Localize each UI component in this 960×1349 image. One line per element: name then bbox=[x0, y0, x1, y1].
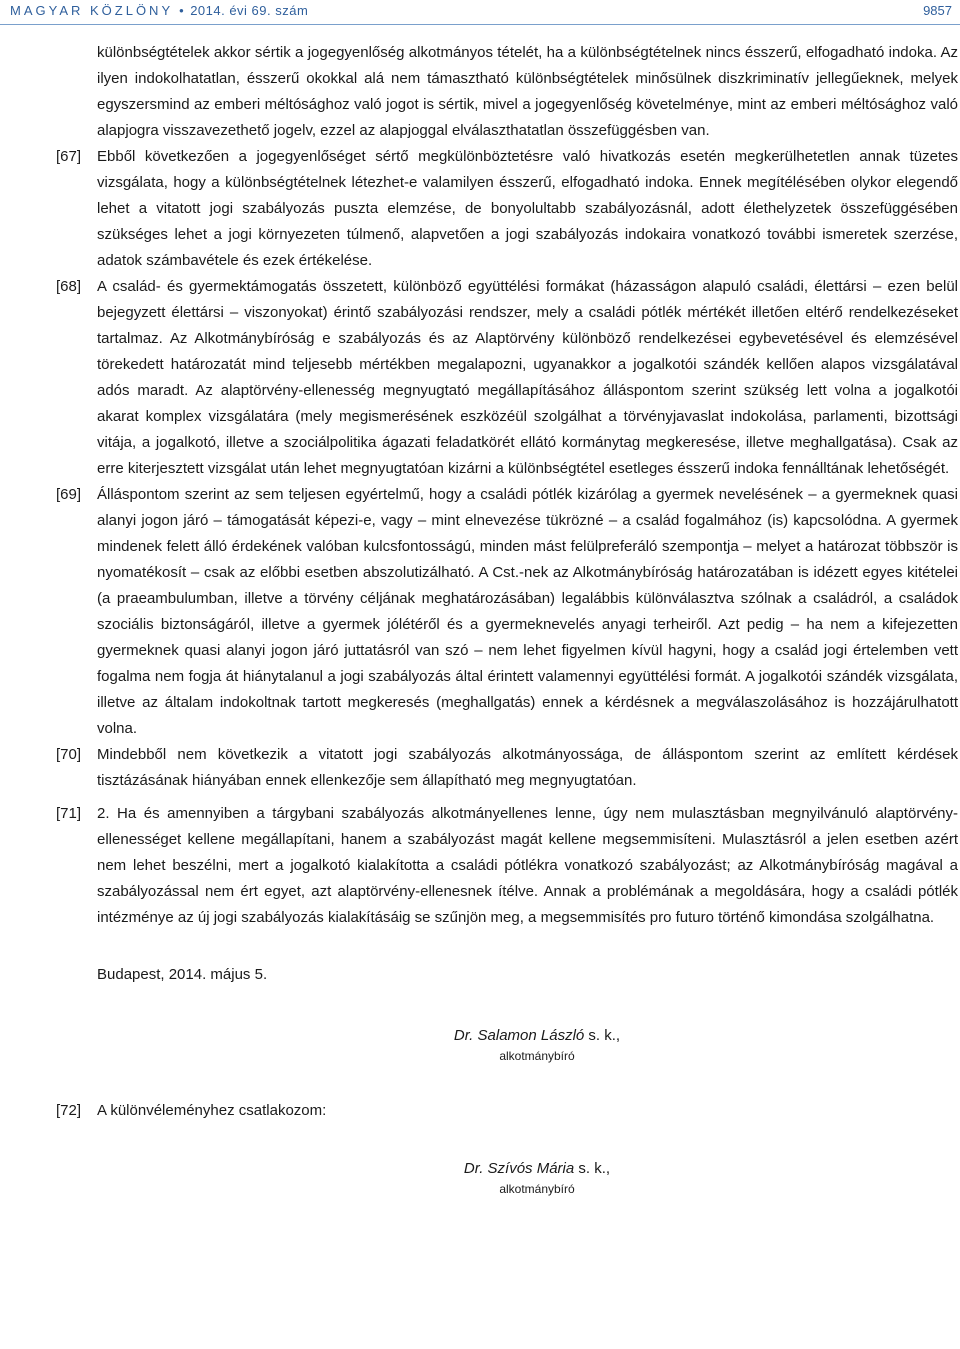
paragraph-text: különbségtételek akkor sértik a jogegyenlőség alkotmányos tételét, ha a különbségtételnek nincs ésszerű, elfogadható indoka. Az ilyen indokolhatatlan, ésszerű okokkal alá nem támasztható különbségtételek minősülnek diszkriminatív jellegűeknek, melyek egyszersmind az emberi méltósághoz való jogot is sértik, mivel a jogegyenlőség követelménye, mint az emberi méltósághoz való alapjogra visszavezethető jogelv, ezzel az alapjoggal elválaszthatatlan összefüggésben van. bbox=[97, 44, 958, 139]
signer-role: alkotmánybíró bbox=[499, 1182, 575, 1196]
paragraph-text: Álláspontom szerint az sem teljesen egyértelmű, hogy a családi pótlék kizárólag a gyermek nevelésének – a gyermeknek quasi alanyi jogon járó – támogatását képezi-e, vagy – mint elnevezése tükrözné – a család fogalmához (is) kapcsolódna. A gyermek mindenek felett álló érdekének valóban kulcsfontosságú, minden mást felülpreferáló szempontja – melyet a határozat többször is nyomatékosít – csak az előbbi esetben abszolutizálható. A Cst.-nek az Alkotmánybíróság határozatában is idézett egyes kitételei (a praeambulumban, illetve a törvény céljának meghatározásában) legalábbis különválasztva szólnak a családról, a családok szociális biztonságáról, illetve a gyermek jólétéről és a gyermeknevelés anyagi terheiről. Azt pedig – ha nem a kifejezetten gyermeknek quasi alanyi jogon járó juttatásról van szó – nem lehet figyelmen kívül hagyni, hogy a család jogi értelemben vett fogalma nem fogja át hiánytalanul a jogi szabályozás által érintett valamennyi együttélési formát. A jogalkotói szándék vizsgálata, illetve az általam indokoltnak tartott megkeresés (meghallgatás) ennek a kérdésnek a megválaszolásához is hozzájárulhatott volna. bbox=[97, 486, 958, 737]
paragraph-68 bbox=[56, 274, 958, 482]
signer-suffix: s. k., bbox=[584, 1027, 621, 1044]
paragraph-number: [71] bbox=[56, 805, 82, 822]
paragraph-69 bbox=[56, 482, 958, 742]
header-left bbox=[10, 3, 308, 18]
paragraph-text: A család- és gyermektámogatás összetett, különböző együttélési formákat (házasságon alapuló családi, élettársi – ezen belül bejegyzett élettársi – viszonyokat) érintő szabályozási rendszer, mely a családi pótlék mértékét illetően eltérő rendelkezéseket tartalmaz. Az Alkotmánybíróság e szabályozás és az Alaptörvény különböző rendelkezései egybevetésével és elemzésével törekedett határozatát mind teljesebb mértékben megalapozni, ugyanakkor a jogalkotói szándék kellően alapos vizsgálatával adós maradt. Az alaptörvény-ellenesség megnyugtató megállapításához álláspontom szerint szükség lett volna a jogalkotói akarat komplex vizsgálatára (mely megismerésének eszközéül szolgálhat a törvényjavaslat indokolása, parlamenti, bizottsági vitája, a jogalkotó, illetve a szociálpolitika ágazati feladatkörét ellátó kormánytag megkeresése, illetve meghallgatása). Csak az erre kiterjesztett vizsgálat után lehet megnyugtatóan kizárni a különbségtétel esetleges ésszerű indoka fennálltának lehetőségét. bbox=[97, 278, 958, 477]
paragraph-number: [70] bbox=[56, 746, 82, 763]
paragraph-number: [67] bbox=[56, 148, 82, 165]
paragraph-72 bbox=[56, 1098, 958, 1124]
paragraph-continuation bbox=[56, 40, 958, 144]
paragraph-number: [72] bbox=[56, 1102, 82, 1119]
header-separator: • bbox=[179, 3, 185, 18]
paragraph-number: [69] bbox=[56, 486, 82, 503]
paragraph-70 bbox=[56, 742, 958, 794]
signature-2 bbox=[56, 1158, 958, 1180]
paragraph-text: A különvéleményhez csatlakozom: bbox=[97, 1102, 327, 1119]
signer-role: alkotmánybíró bbox=[499, 1049, 575, 1063]
paragraph-text: Mindebből nem következik a vitatott jogi szabályozás alkotmányossága, de álláspontom szerint az említett kérdések tisztázásának hiányában ennek ellenkezője sem állapítható meg megnyugtatóan. bbox=[97, 746, 958, 789]
document-body bbox=[56, 40, 958, 1198]
page-header bbox=[0, 0, 960, 25]
date-line: Budapest, 2014. május 5. bbox=[97, 966, 268, 983]
page-number: 9857 bbox=[923, 3, 952, 18]
signature-1 bbox=[56, 1025, 958, 1047]
signer-suffix: s. k., bbox=[574, 1160, 611, 1177]
paragraph-text: Ebből következően a jogegyenlőséget sértő megkülönböztetésre való hivatkozás esetén megkerülhetetlen annak tüzetes vizsgálata, hogy a különbségtételnek létezhet-e valamilyen ésszerű, elfogadható indoka. Ennek megítélésében olykor elegendő lehet a vitatott jogi szabályozás puszta elemzése, de bonyolultabb szabályozásnál, adott élethelyzetek összefüggésében szükséges lehet a jogi környezeten túlmenő, alapvetően a jogi szabályozás indokaira vonatkozó további ismeretek szerzése, adatok számbavétele és ezek értékelése. bbox=[97, 148, 958, 269]
paragraph-67 bbox=[56, 144, 958, 274]
signer-name: Dr. Szívós Mária bbox=[463, 1160, 575, 1177]
paragraph-number: [68] bbox=[56, 278, 82, 295]
issue-label: 2014. évi 69. szám bbox=[190, 3, 309, 18]
spacer bbox=[56, 794, 958, 801]
paragraph-71 bbox=[56, 801, 958, 931]
paragraph-text: 2. Ha és amennyiben a tárgybani szabályozás alkotmányellenes lenne, úgy nem mulasztásban megnyilvánuló alaptörvény-ellenességet kellene megállapítani, hanem a szabályozást magát kellene megsemmisíteni. Mulasztásról a jelen esetben azért nem lehet beszélni, mert a jogalkotó kialakította a családi pótlékra vonatkozó szabályozást; az Alkotmánybíróság magával a szabályozással nem ért egyet, azt alaptörvény-ellenesnek ítélve. Annak a problémának a megoldására, hogy a családi pótlék intézménye az új jogi szabályozás kialakításáig se szűnjön meg, a megsemmisítés pro futuro történő kimondása szolgálhatna. bbox=[97, 805, 958, 926]
signer-name: Dr. Salamon László bbox=[453, 1027, 585, 1044]
journal-title: MAGYAR KÖZLÖNY bbox=[10, 3, 174, 18]
